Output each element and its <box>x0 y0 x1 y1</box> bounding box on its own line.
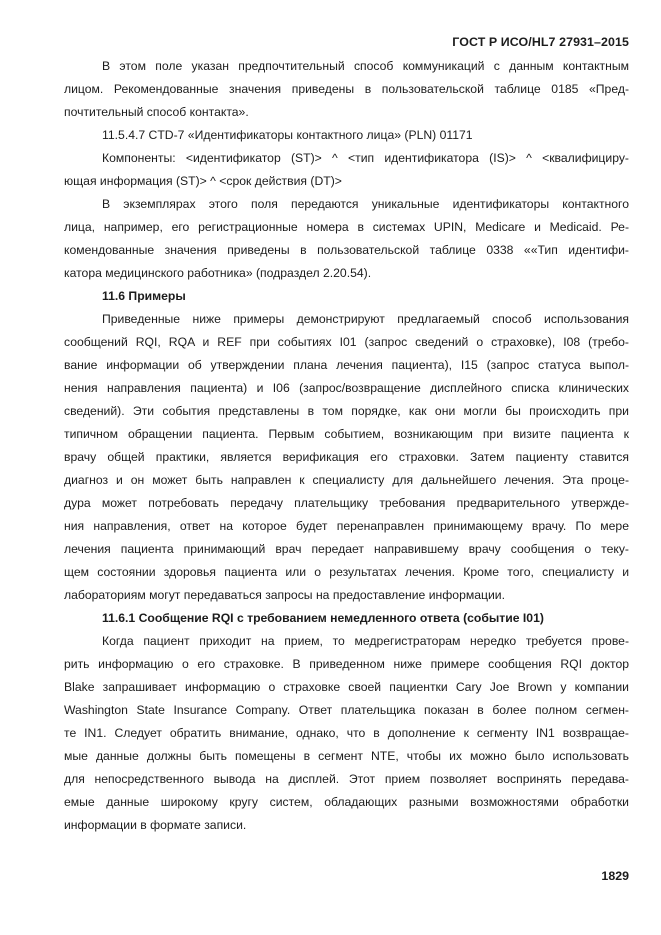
text-line: диагноз и он может быть направлен к специалисту для дальнейшего лечения. Эта проце- <box>64 473 629 487</box>
text-line: те IN1. Следует обратить внимание, однако, что в дополнение к сегменту IN1 возвращае- <box>64 726 629 740</box>
text-line: катора медицинского работника» (подраздел 2.20.54). <box>64 266 372 280</box>
text-line: Blake запрашивает информацию о страховке своей пациентки Cary Joe Brown у компании <box>64 680 629 694</box>
text-line: В этом поле указан предпочтительный способ коммуникаций с данным контактным <box>102 59 629 73</box>
text-line: Washington State Insurance Company. Ответ плательщика показан в более полном сегмен- <box>64 703 629 717</box>
text-line: ющая информация (ST)> ^ <срок действия (DT)> <box>64 174 342 188</box>
body-text <box>64 55 629 837</box>
standard-header: ГОСТ Р ИСО/HL7 27931–2015 <box>452 35 629 49</box>
text-line: информации в формате записи. <box>64 818 247 832</box>
text-line: В экземплярах этого поля передаются уникальные идентификаторы контактного <box>102 197 629 211</box>
text-line: лицом. Рекомендованные значения приведены в пользовательской таблице 0185 «Пред- <box>64 82 629 96</box>
text-line: емые данные широкому кругу систем, обладающих разными возможностями обработки <box>64 795 629 809</box>
text-line: сведений). Эти события представлены в том порядке, как они могли бы происходить при <box>64 404 629 418</box>
text-line: почтительный способ контакта». <box>64 105 249 119</box>
text-line: мые данные должны быть помещены в сегмент NTE, чтобы их можно было использовать <box>64 749 629 763</box>
text-line: врачу общей практики, является верификация его страховки. Затем пациенту ставится <box>64 450 629 464</box>
text-line: Когда пациент приходит на прием, то медрегистраторам нередко требуется прове- <box>102 634 629 648</box>
text-line: для непосредственного вывода на дисплей. Этот прием позволяет воспринять передава- <box>64 772 629 786</box>
text-line: лица, например, его регистрационные номера в системах UPIN, Medicare и Medicaid. Ре- <box>64 220 629 234</box>
text-line: дура может потребовать передачу плательщику требования предварительного утвержде- <box>64 496 629 510</box>
text-line: Компоненты: <идентификатор (ST)> ^ <тип идентификатора (IS)> ^ <квалифициру- <box>102 151 629 165</box>
text-line: ния направления, ответ на которое будет перенаправлен принимающему врачу. По мере <box>64 519 629 533</box>
text-line: лечения пациента принимающий врач передает направившему врачу сообщения о теку- <box>64 542 629 556</box>
section-heading-11-5-4-7: 11.5.4.7 CTD-7 «Идентификаторы контактного лица» (PLN) 01171 <box>102 128 473 142</box>
text-line: типичном обращении пациента. Первым событием, возникающим при визите пациента к <box>64 427 629 441</box>
text-line: сообщений RQI, RQA и REF при событиях I01 (запрос сведений о страховке), I08 (требо- <box>64 335 629 349</box>
text-line: нения направления пациента) и I06 (запрос/возвращение дисплейного списка клинических <box>64 381 629 395</box>
section-heading-11-6-1: 11.6.1 Сообщение RQI с требованием немедленного ответа (событие I01) <box>102 611 544 625</box>
text-line: Приведенные ниже примеры демонстрируют предлагаемый способ использования <box>102 312 629 326</box>
text-line: рить информацию о его страховке. В приведенном ниже примере сообщения RQI доктор <box>64 657 629 671</box>
page-number: 1829 <box>601 869 629 883</box>
text-line: щем состоянии здоровья пациента или о результатах лечения. Кроме того, специалисту и <box>64 565 629 579</box>
section-heading-11-6: 11.6 Примеры <box>102 289 186 303</box>
text-line: лабораториям могут передаваться запросы на предоставление информации. <box>64 588 505 602</box>
text-line: комендованные значения приведены в пользовательской таблице 0338 ««Тип идентифи- <box>64 243 629 257</box>
text-line: вание информации об утверждении плана лечения пациента), I15 (запрос статуса выпол- <box>64 358 629 372</box>
